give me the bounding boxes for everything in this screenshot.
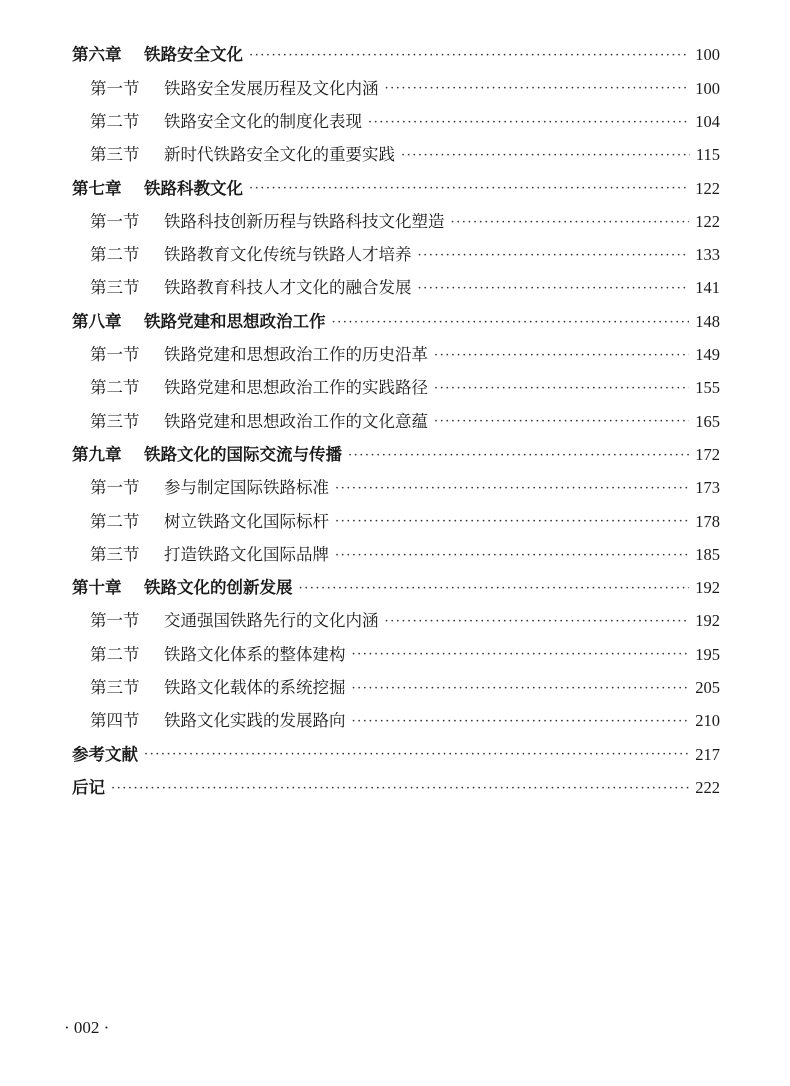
toc-section[interactable] — [72, 139, 720, 172]
toc-entry-page: 133 — [695, 245, 720, 265]
toc-entry-page: 104 — [695, 111, 720, 131]
toc-entry-page: 172 — [695, 444, 720, 464]
toc-entry-page: 149 — [695, 345, 720, 365]
toc-entry-label: 第二节 — [90, 644, 140, 664]
toc-entry-page: 141 — [695, 278, 720, 298]
toc-chapter-6[interactable] — [72, 39, 720, 72]
toc-chapter-9[interactable] — [72, 439, 720, 472]
toc-entry-title: 铁路党建和思想政治工作的历史沿革 — [164, 345, 428, 365]
toc-entry-page: 165 — [695, 411, 720, 431]
toc-section[interactable] — [72, 272, 720, 305]
dot-leader — [335, 549, 689, 562]
page-number: · 002 · — [64, 1018, 110, 1037]
toc-entry-label: 第四节 — [90, 711, 140, 731]
dot-leader — [434, 382, 689, 395]
toc-entry-page: 192 — [695, 578, 720, 598]
dot-leader — [434, 415, 689, 428]
toc-entry-title: 铁路党建和思想政治工作的文化意蕴 — [164, 411, 428, 431]
toc-entry-page: 210 — [695, 711, 720, 731]
dot-leader — [352, 682, 690, 695]
toc-section[interactable] — [72, 472, 720, 505]
toc-entry-page: 115 — [695, 145, 720, 165]
toc-section[interactable] — [72, 339, 720, 372]
toc-section[interactable] — [72, 205, 720, 238]
dot-leader — [348, 449, 689, 462]
table-of-contents — [72, 39, 720, 805]
dot-leader — [434, 349, 689, 362]
toc-entry-title: 铁路教育文化传统与铁路人才培养 — [164, 245, 412, 265]
toc-entry-label: 第一节 — [90, 78, 140, 98]
toc-chapter-7[interactable] — [72, 172, 720, 205]
toc-entry-title: 铁路党建和思想政治工作的实践路径 — [164, 378, 428, 398]
dot-leader — [352, 715, 690, 728]
toc-entry-label: 第一节 — [90, 345, 140, 365]
toc-entry-title: 铁路党建和思想政治工作 — [144, 311, 326, 331]
dot-leader — [418, 282, 690, 295]
toc-entry-title: 新时代铁路安全文化的重要实践 — [164, 145, 395, 165]
toc-references[interactable] — [72, 738, 720, 771]
toc-section[interactable] — [72, 638, 720, 671]
toc-entry-label: 第二节 — [90, 511, 140, 531]
dot-leader — [385, 615, 690, 628]
toc-entry-label: 第一节 — [90, 478, 140, 498]
toc-entry-label: 第六章 — [72, 45, 122, 65]
dot-leader — [335, 515, 689, 528]
toc-entry-page: 122 — [695, 178, 720, 198]
dot-leader — [385, 82, 690, 95]
dot-leader — [418, 249, 690, 262]
toc-entry-label: 第三节 — [90, 145, 140, 165]
toc-chapter-10[interactable] — [72, 572, 720, 605]
toc-section[interactable] — [72, 239, 720, 272]
toc-entry-label: 第九章 — [72, 444, 122, 464]
toc-section[interactable] — [72, 672, 720, 705]
toc-entry-title: 打造铁路文化国际品牌 — [164, 544, 329, 564]
toc-entry-label: 第三节 — [90, 278, 140, 298]
toc-entry-title: 铁路安全发展历程及文化内涵 — [164, 78, 379, 98]
toc-section[interactable] — [72, 72, 720, 105]
toc-entry-title: 参考文献 — [72, 744, 138, 764]
toc-entry-label: 第三节 — [90, 411, 140, 431]
dot-leader — [249, 49, 689, 62]
toc-entry-page: 155 — [695, 378, 720, 398]
toc-entry-title: 交通强国铁路先行的文化内涵 — [164, 611, 379, 631]
toc-section[interactable] — [72, 705, 720, 738]
dot-leader — [451, 216, 690, 229]
dot-leader — [299, 582, 690, 595]
toc-entry-label: 第十章 — [72, 578, 122, 598]
toc-entry-label: 第三节 — [90, 678, 140, 698]
toc-entry-page: 185 — [695, 544, 720, 564]
toc-entry-label: 第二节 — [90, 111, 140, 131]
toc-section[interactable] — [72, 505, 720, 538]
toc-entry-label: 第一节 — [90, 211, 140, 231]
toc-entry-label: 第二节 — [90, 245, 140, 265]
dot-leader — [368, 116, 689, 129]
toc-section[interactable] — [72, 106, 720, 139]
dot-leader — [332, 316, 690, 329]
toc-section[interactable] — [72, 372, 720, 405]
dot-leader — [335, 482, 689, 495]
toc-entry-page: 178 — [695, 511, 720, 531]
toc-entry-page: 195 — [695, 644, 720, 664]
toc-entry-title: 后记 — [72, 777, 105, 797]
toc-entry-title: 参与制定国际铁路标准 — [164, 478, 329, 498]
dot-leader — [111, 782, 689, 795]
toc-entry-page: 122 — [695, 211, 720, 231]
toc-entry-title: 铁路文化的国际交流与传播 — [144, 444, 342, 464]
toc-entry-title: 铁路文化载体的系统挖掘 — [164, 678, 346, 698]
toc-entry-title: 铁路文化体系的整体建构 — [164, 644, 346, 664]
toc-entry-label: 第一节 — [90, 611, 140, 631]
dot-leader — [352, 648, 690, 661]
toc-section[interactable] — [72, 605, 720, 638]
toc-entry-label: 第八章 — [72, 311, 122, 331]
toc-entry-title: 树立铁路文化国际标杆 — [164, 511, 329, 531]
toc-entry-title: 铁路教育科技人才文化的融合发展 — [164, 278, 412, 298]
toc-entry-page: 148 — [695, 311, 720, 331]
toc-entry-title: 铁路安全文化 — [144, 45, 243, 65]
toc-entry-label: 第二节 — [90, 378, 140, 398]
toc-entry-page: 173 — [695, 478, 720, 498]
dot-leader — [144, 748, 689, 761]
toc-afterword[interactable] — [72, 772, 720, 805]
dot-leader — [249, 182, 689, 195]
toc-entry-title: 铁路安全文化的制度化表现 — [164, 111, 362, 131]
toc-entry-page: 192 — [695, 611, 720, 631]
dot-leader — [401, 149, 690, 162]
toc-entry-page: 222 — [695, 777, 720, 797]
toc-chapter-8[interactable] — [72, 305, 720, 338]
toc-section[interactable] — [72, 405, 720, 438]
toc-entry-title: 铁路文化的创新发展 — [144, 578, 293, 598]
toc-entry-page: 100 — [695, 78, 720, 98]
toc-entry-title: 铁路科技创新历程与铁路科技文化塑造 — [164, 211, 445, 231]
toc-section[interactable] — [72, 538, 720, 571]
toc-entry-page: 217 — [695, 744, 720, 764]
toc-entry-label: 第七章 — [72, 178, 122, 198]
toc-entry-page: 205 — [695, 678, 720, 698]
toc-entry-title: 铁路文化实践的发展路向 — [164, 711, 346, 731]
toc-entry-label: 第三节 — [90, 544, 140, 564]
toc-entry-title: 铁路科教文化 — [144, 178, 243, 198]
toc-entry-page: 100 — [695, 45, 720, 65]
